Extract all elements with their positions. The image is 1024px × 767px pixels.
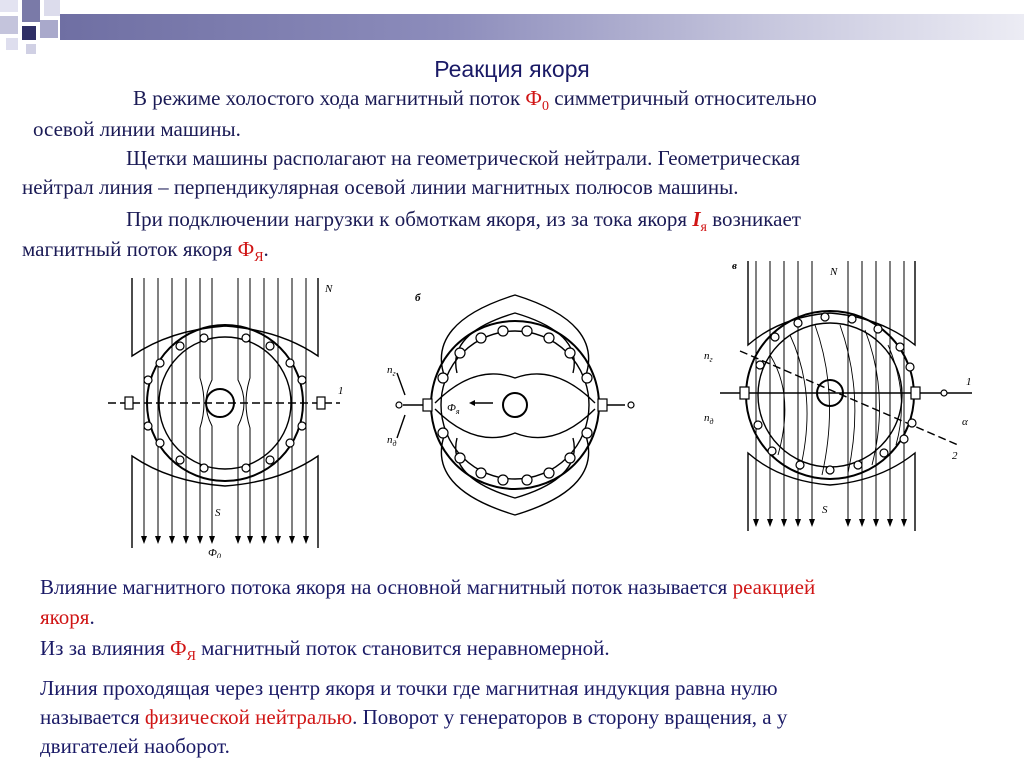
fig-c-label-nr: $n_г$	[704, 350, 713, 364]
bottom1-line1: Влияние магнитного потока якоря на основной магнитный поток называется реакцией	[40, 575, 816, 599]
fig-c-label-2: 2	[952, 450, 958, 462]
figure-c-shifted-neutral	[700, 255, 980, 535]
fig-a-label-axis: 1	[338, 385, 344, 397]
fig-c-letter: в	[732, 260, 737, 272]
figure-b-armature-flux	[385, 283, 640, 538]
fig-b-label-phi: $Ф_я$	[447, 402, 460, 416]
fig-a-label-phi0: $Ф_0$	[208, 547, 221, 558]
figure-a-no-load-flux	[100, 268, 350, 558]
bottom3-line1: Линия проходящая через центр якоря и точки где магнитная индукция равна нулю	[40, 676, 778, 700]
fig-c-label-N: N	[830, 266, 838, 278]
para3-line1: При подключении нагрузки к обмоткам якоря, из за тока якоря $I_я$ возникает	[126, 207, 801, 236]
fig-c-label-1: 1	[966, 376, 972, 388]
fig-c-label-alpha: α	[962, 416, 968, 428]
title-bar-gradient	[60, 14, 1024, 40]
fig-c-label-S: S	[822, 504, 828, 516]
fig-b-label-nd: $n_д$	[387, 434, 397, 448]
para1-line1: В режиме холостого хода магнитный поток $Ф_0$ симметричный относительно	[133, 86, 817, 115]
fig-c-label-nd: $n_д$	[704, 412, 714, 426]
para2-line1: Щетки машины располагают на геометрической нейтрали. Геометрическая	[126, 146, 801, 170]
para1-line2: осевой линии машины.	[33, 117, 241, 141]
fig-a-label-S: S	[215, 507, 221, 519]
slide-title: Реакция якоря	[434, 56, 590, 82]
bottom3-line2: называется физической нейтралью. Поворот у генераторов в сторону вращения, а у	[40, 705, 788, 729]
bottom1-line2: якоря.	[40, 605, 95, 629]
fig-b-label-nr: $n_г$	[387, 364, 396, 378]
fig-a-label-N: N	[325, 283, 333, 295]
para2-line2: нейтрал линия – перпендикулярная осевой линии магнитных полюсов машины.	[22, 175, 739, 199]
fig-b-letter: б	[415, 292, 421, 304]
para3-line2: магнитный поток якоря $Ф_Я$.	[22, 237, 269, 266]
bottom3-line3: двигателей наоборот.	[40, 734, 230, 758]
bottom2: Из за влияния $Ф_Я$ магнитный поток становится неравномерной.	[40, 636, 610, 665]
